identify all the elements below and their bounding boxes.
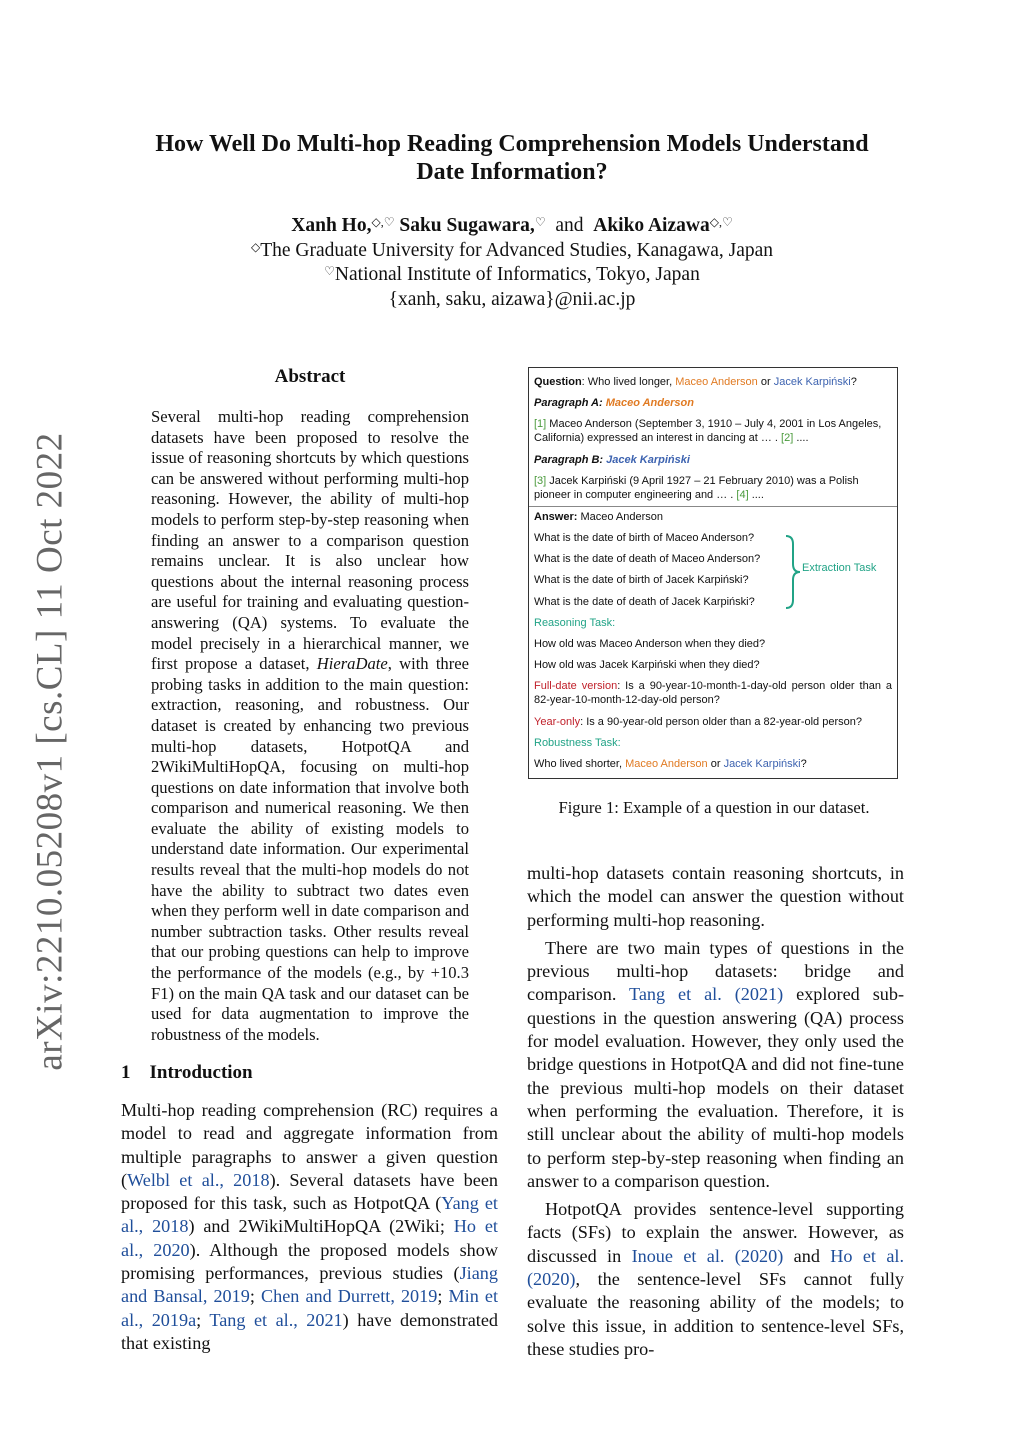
citation-link[interactable]: Inoue et al. (2020) bbox=[631, 1245, 784, 1266]
abstract-heading: Abstract bbox=[274, 366, 346, 387]
paragraph-b-tail: .... bbox=[748, 489, 764, 501]
intro-text: ). Several datasets have been proposed for this task, such as HotpotQA ( bbox=[121, 1169, 498, 1214]
body-text: explored sub-questions in the question answering (QA) process for model evaluation. However, they only used the bridge questions in HotpotQA and did not fine-tune the previous multi-hop models on their dataset when performing the evaluation. Therefore, it is still unclear about the ability of multi-hop models to perform step-by-step reasoning when finding an answer to a comparison question. bbox=[527, 984, 905, 1191]
intro-text: Multi-hop reading comprehension (RC) requires a model to read and aggregate information from multiple paragraphs to answer a given question ( bbox=[121, 1100, 498, 1190]
year-only-label: Year-only bbox=[534, 716, 581, 728]
extraction-task-label: Extraction Task bbox=[802, 562, 877, 574]
paragraph-b-entity: Jacek Karpiński bbox=[606, 454, 690, 466]
paragraph-b-label: Paragraph B: bbox=[534, 454, 607, 466]
paragraph-a-header bbox=[534, 396, 892, 410]
full-date-question bbox=[534, 679, 892, 707]
reasoning-task-label: Reasoning Task: bbox=[534, 617, 616, 629]
abstract-text-1: Several multi-hop reading comprehension datasets have been proposed to resolve the issue of reasoning shortcuts by which questions can be answered without performing multi-hop reasoning. However, the ability of multi-hop models to perform step-by-step reasoning when finding an answer to a comparison question remains unclear. It is also unclear how questions about the internal reasoning process are useful for training and evaluating question-answering (QA) systems. To evaluate the model precisely in a hierarchical manner, we first propose a dataset, bbox=[151, 407, 469, 674]
body-text: , the sentence-level SFs cannot fully evaluate the reasoning ability of the models; to solve this issue, in addition to sentence-level SFs, these studies pro- bbox=[527, 1269, 904, 1359]
paragraph-b-text bbox=[534, 474, 892, 502]
citation-separator: ; bbox=[249, 1286, 261, 1307]
affiliation-1-mark: ◇ bbox=[250, 239, 261, 254]
author-and: and bbox=[555, 215, 584, 236]
intro-text: ) and 2WikiMultiHopQA (2Wiki; bbox=[188, 1216, 454, 1237]
citation-separator: ; bbox=[437, 1286, 449, 1307]
figure-caption: Figure 1: Example of a question in our dataset. bbox=[558, 798, 870, 817]
answer-text: Maceo Anderson bbox=[577, 511, 664, 523]
reasoning-question: How old was Jacek Karpiński when they died? bbox=[534, 659, 760, 671]
citation-link[interactable]: Tang et al., 2021 bbox=[209, 1309, 343, 1330]
sentence-ref: [3] bbox=[534, 475, 547, 487]
paragraph-a-text bbox=[534, 417, 892, 445]
section-heading-introduction: 1 Introduction bbox=[121, 1062, 253, 1083]
author-3-marks: ◇,♡ bbox=[709, 215, 733, 229]
curly-brace-icon bbox=[785, 534, 801, 610]
affiliation-1 bbox=[0, 239, 1024, 264]
year-only-question bbox=[534, 715, 892, 729]
author-2: Saku Sugawara, bbox=[399, 215, 535, 236]
right-column-text bbox=[527, 862, 904, 1366]
robustness-end: ? bbox=[800, 758, 807, 770]
paragraph-b-header bbox=[534, 453, 892, 467]
year-only-text: : Is a 90-year-old person older than a 82-year-old person? bbox=[580, 716, 862, 728]
citation-link[interactable]: Tang et al. (2021) bbox=[629, 984, 784, 1005]
affiliation-2-text: National Institute of Informatics, Tokyo, Japan bbox=[334, 264, 700, 285]
abstract-body bbox=[151, 407, 469, 1045]
paragraph-b-sentence: Jacek Karpiński (9 April 1927 – 21 February 2010) was a Polish pioneer in computer engineering and … . bbox=[534, 475, 859, 501]
affiliation-1-text: The Graduate University for Advanced Studies, Kanagawa, Japan bbox=[260, 239, 774, 261]
author-names bbox=[0, 214, 1024, 239]
robustness-question bbox=[534, 757, 892, 771]
question-end: ? bbox=[850, 376, 857, 388]
extraction-question: What is the date of birth of Maceo Anderson? bbox=[534, 532, 755, 544]
sentence-ref: [4] bbox=[736, 489, 749, 501]
author-block bbox=[0, 214, 1024, 312]
answer-label: Answer: bbox=[534, 511, 578, 523]
entity-jacek: Jacek Karpiński bbox=[723, 758, 801, 770]
paragraph-a-label: Paragraph A: bbox=[534, 397, 606, 409]
entity-maceo: Maceo Anderson bbox=[675, 376, 758, 388]
author-emails: {xanh, saku, aizawa}@nii.ac.jp bbox=[388, 288, 636, 310]
robustness-task-label: Robustness Task: bbox=[534, 737, 621, 749]
full-date-label: Full-date version bbox=[534, 680, 618, 692]
citation-link[interactable]: Min et al., 2019a bbox=[121, 1286, 498, 1330]
author-1: Xanh Ho, bbox=[291, 215, 372, 236]
paragraph: multi-hop datasets contain reasoning shortcuts, in which the model can answer the question without performing multi-hop reasoning. bbox=[527, 863, 904, 930]
body-text: There are two main types of questions in the previous multi-hop datasets: bridge and comparison. bbox=[527, 937, 904, 1005]
question-or: or bbox=[757, 376, 774, 388]
affiliation-2 bbox=[0, 263, 1024, 288]
robustness-or: or bbox=[707, 758, 724, 770]
figure-question bbox=[534, 375, 892, 389]
extraction-question: What is the date of death of Jacek Karpiński? bbox=[534, 596, 755, 608]
robustness-text: Who lived shorter, bbox=[534, 758, 626, 770]
citation-link[interactable]: Ho et al., 2020 bbox=[121, 1216, 498, 1260]
citation-link[interactable]: Chen and Durrett, 2019 bbox=[260, 1286, 438, 1307]
figure-1 bbox=[528, 367, 898, 779]
citation-link[interactable]: Ho et al. (2020) bbox=[527, 1245, 905, 1290]
author-1-marks: ◇,♡ bbox=[371, 215, 395, 229]
paragraph bbox=[527, 937, 904, 1193]
sentence-ref: [1] bbox=[534, 418, 547, 430]
entity-jacek: Jacek Karpiński bbox=[773, 376, 851, 388]
citation-link[interactable]: Jiang and Bansal, 2019 bbox=[121, 1263, 498, 1307]
figure-divider bbox=[529, 506, 897, 507]
reasoning-question: How old was Maceo Anderson when they died? bbox=[534, 638, 766, 650]
author-3: Akiko Aizawa bbox=[593, 215, 710, 236]
paper-title bbox=[0, 130, 1024, 186]
affiliation-2-mark: ♡ bbox=[324, 264, 335, 278]
citation-link[interactable]: Welbl et al., 2018 bbox=[127, 1169, 270, 1190]
paragraph-a-sentence: Maceo Anderson (September 3, 1910 – July 4, 2001 in Los Angeles, California) expressed an interest in dancing at … . bbox=[534, 418, 882, 444]
full-date-text: : Is a 90-year-10-month-1-day-old person older than a 82-year-10-month-12-day-old person? bbox=[534, 680, 892, 706]
question-label: Question bbox=[534, 376, 582, 388]
entity-maceo: Maceo Anderson bbox=[625, 758, 708, 770]
extraction-question: What is the date of birth of Jacek Karpiński? bbox=[534, 574, 749, 586]
body-text: HotpotQA provides sentence-level supporting facts (SFs) to explain the answer. However, as discussed in bbox=[527, 1199, 904, 1266]
figure-answer bbox=[534, 510, 892, 524]
body-text: and bbox=[783, 1245, 831, 1266]
title-line-1: How Well Do Multi-hop Reading Comprehension Models Understand bbox=[155, 131, 869, 157]
paragraph bbox=[527, 1198, 904, 1361]
author-2-marks: ♡ bbox=[534, 215, 546, 229]
dataset-name: HieraDate bbox=[316, 654, 388, 674]
title-line-2: Date Information? bbox=[416, 159, 608, 185]
question-text: : Who lived longer, bbox=[581, 376, 676, 388]
sentence-ref: [2] bbox=[781, 432, 794, 444]
intro-text: ) have demonstrated that existing bbox=[121, 1309, 498, 1353]
intro-text: ). Although the proposed models show promising performances, previous studies ( bbox=[121, 1239, 498, 1284]
abstract-text-2: , with three probing tasks in addition to the main question: extraction, reasoning, and robustness. Our dataset is created by enhancing two previous multi-hop datasets, HotpotQA and 2WikiMultiHopQA, focusing on multi-hop questions on date information that involve both comparison and numerical reasoning. We then evaluate the ability of existing models to understand date information. Our experimental results reveal that the multi-hop models do not have the ability to subtract two dates even when they perform well in date comparison and number subtraction tasks. Other results reveal that our probing questions can help to improve the performance of the models (e.g., by +10.3 F1) on the main QA task and our dataset can be used for data augmentation to improve the robustness of the models. bbox=[151, 654, 469, 1044]
citation-link[interactable]: Yang et al., 2018 bbox=[121, 1193, 498, 1237]
extraction-question: What is the date of death of Maceo Anderson? bbox=[534, 553, 761, 565]
arxiv-identifier: arXiv:2210.05208v1 [cs.CL] 11 Oct 2022 bbox=[29, 432, 71, 1071]
paragraph-a-tail: .... bbox=[793, 432, 809, 444]
introduction-paragraph bbox=[121, 1099, 498, 1355]
paragraph-a-entity: Maceo Anderson bbox=[605, 397, 694, 409]
citation-separator: ; bbox=[196, 1309, 210, 1330]
